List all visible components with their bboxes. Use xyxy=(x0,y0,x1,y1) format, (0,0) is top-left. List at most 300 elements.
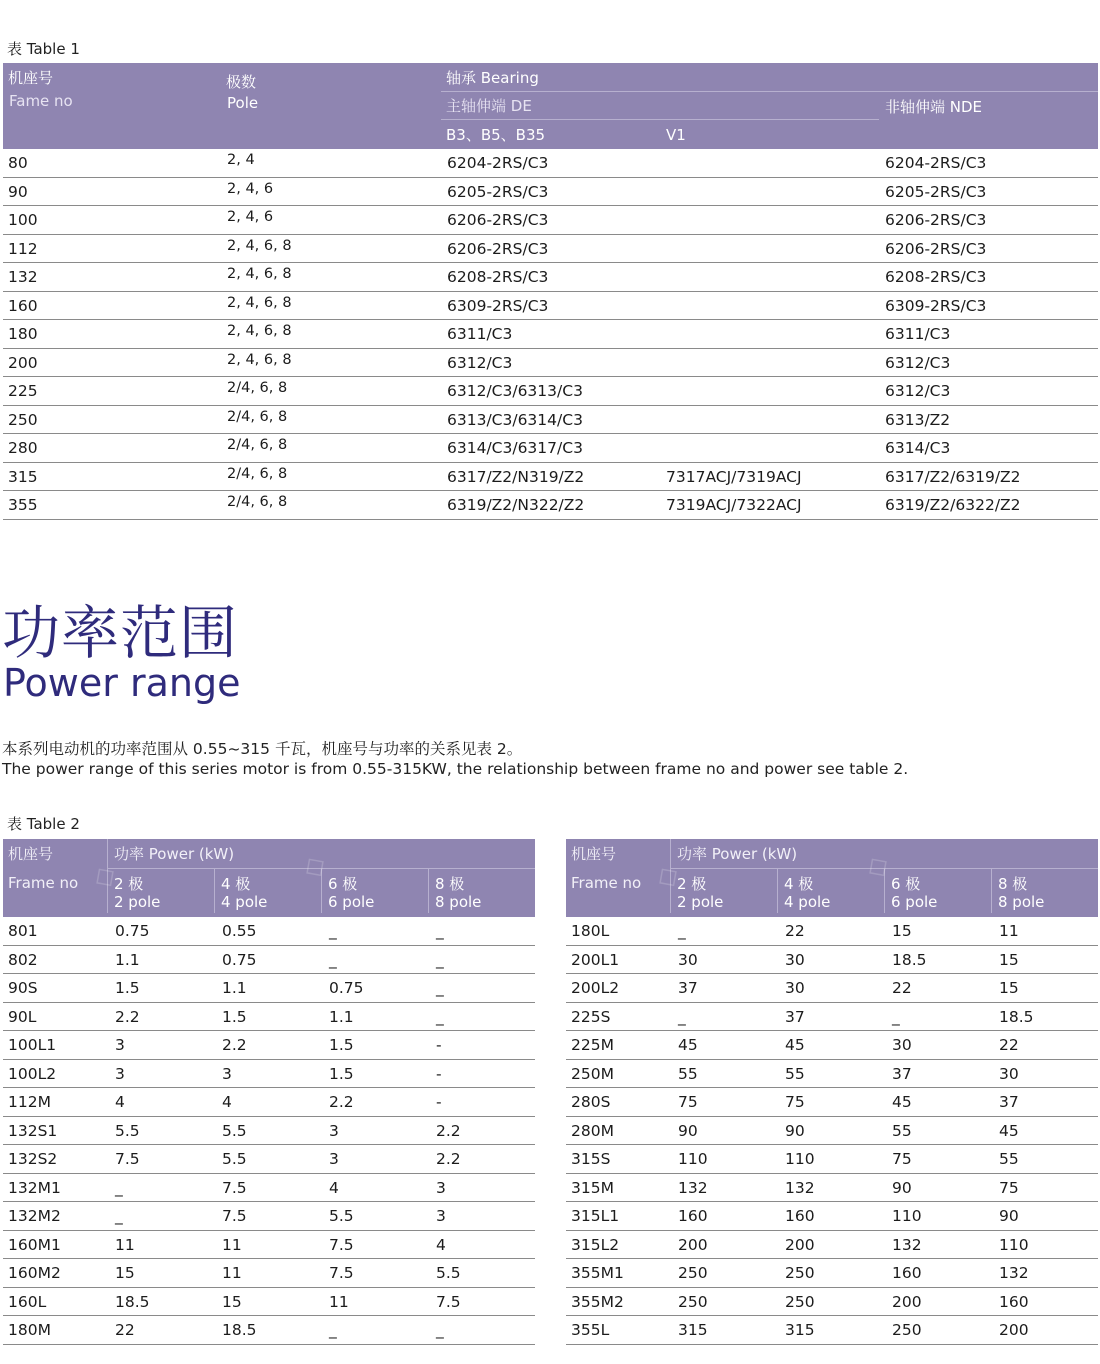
pole8-power-cell: _ xyxy=(436,1007,444,1026)
pole8-power-cell: - xyxy=(436,1093,442,1111)
pole4-power-cell: 5.5 xyxy=(222,1150,247,1168)
pole2-power-cell: 4 xyxy=(115,1093,125,1111)
frame-header-cn: 机座号 xyxy=(8,845,54,863)
pole8-power-cell: 132 xyxy=(999,1264,1029,1282)
pole8-power-cell: - xyxy=(436,1064,442,1083)
bearing-b3-cell: 6314/C3/6317/C3 xyxy=(447,439,583,457)
pole2-power-cell: _ xyxy=(115,1207,123,1225)
frame-cell: 180L xyxy=(571,922,610,940)
frame-cell: 225M xyxy=(571,1036,614,1054)
frame-cell: 160M1 xyxy=(8,1235,61,1254)
pole-header-en: Pole xyxy=(227,94,259,112)
table-row xyxy=(3,946,535,975)
bearing-nde-cell: 6311/C3 xyxy=(885,325,951,343)
pole6-header-cn: 6 极 xyxy=(891,875,921,893)
pole4-power-cell: 11 xyxy=(222,1235,242,1254)
pole4-power-cell: 75 xyxy=(785,1093,805,1111)
table-row xyxy=(3,263,1098,292)
frame-cell: 160 xyxy=(8,296,38,315)
pole6-power-cell: 200 xyxy=(892,1292,922,1311)
pole4-power-cell: 4 xyxy=(222,1093,232,1111)
frame-cell: 200L1 xyxy=(571,950,620,969)
pole4-power-cell: 5.5 xyxy=(222,1121,247,1140)
table2-header xyxy=(566,839,1098,917)
power-header: 功率 Power (kW) xyxy=(114,845,235,863)
pole-cell: 2/4, 6, 8 xyxy=(227,437,288,453)
frame-header-cn: 机座号 xyxy=(571,845,617,863)
pole6-power-cell: 1.5 xyxy=(329,1064,354,1083)
frame-cell: 160L xyxy=(8,1292,47,1311)
pole4-power-cell: 30 xyxy=(785,950,805,969)
watermark-logo: ◇ xyxy=(648,855,686,896)
pole6-power-cell: 1.5 xyxy=(329,1036,354,1054)
pole-header-cn: 极数 xyxy=(226,73,257,91)
pole8-power-cell: 200 xyxy=(999,1321,1029,1339)
pole6-power-cell: _ xyxy=(329,950,337,969)
pole2-power-cell: 30 xyxy=(678,950,698,969)
pole8-header-cn: 8 极 xyxy=(998,875,1028,893)
pole2-power-cell: 75 xyxy=(678,1093,698,1111)
pole4-power-cell: 11 xyxy=(222,1264,242,1282)
table-row xyxy=(3,1202,535,1231)
pole6-power-cell: 250 xyxy=(892,1321,922,1339)
pole4-power-cell: 7.5 xyxy=(222,1178,247,1197)
pole4-power-cell: 0.55 xyxy=(222,922,257,940)
frame-cell: 112M xyxy=(8,1093,51,1111)
pole4-power-cell: 110 xyxy=(785,1150,815,1168)
table-row xyxy=(3,1031,535,1060)
pole8-power-cell: 7.5 xyxy=(436,1292,461,1311)
frame-cell: 132M1 xyxy=(8,1178,61,1197)
frame-cell: 160M2 xyxy=(8,1264,61,1282)
pole6-power-cell: _ xyxy=(329,922,337,940)
pole6-power-cell: 1.1 xyxy=(329,1007,354,1026)
bearing-b3-cell: 6309-2RS/C3 xyxy=(447,296,549,315)
table2-left xyxy=(3,839,535,1345)
section-title-cn: 功率范围 xyxy=(2,599,239,667)
frame-cell: 200L2 xyxy=(571,979,620,997)
table-row xyxy=(3,349,1098,378)
bearing-b3-cell: 6206-2RS/C3 xyxy=(447,211,549,229)
pole6-power-cell: 3 xyxy=(329,1121,339,1140)
frame-cell: 280S xyxy=(571,1093,611,1111)
header-column-divider xyxy=(991,869,992,913)
pole4-power-cell: 18.5 xyxy=(222,1321,257,1339)
frame-cell: 100L2 xyxy=(8,1064,57,1083)
frame-cell: 280 xyxy=(8,439,38,457)
pole8-power-cell: 5.5 xyxy=(436,1264,461,1282)
pole8-header-en: 8 pole xyxy=(998,893,1045,911)
intro-text-cn: 本系列电动机的功率范围从 0.55~315 千瓦，机座号与功率的关系见表 2。 xyxy=(2,740,523,758)
pole-cell: 2/4, 6, 8 xyxy=(227,465,288,482)
pole8-power-cell: 11 xyxy=(999,922,1019,940)
table-row xyxy=(3,377,1098,406)
power-header: 功率 Power (kW) xyxy=(677,845,798,863)
pole6-power-cell: 37 xyxy=(892,1064,912,1083)
pole2-power-cell: 18.5 xyxy=(115,1292,150,1311)
pole2-power-cell: 250 xyxy=(678,1292,708,1311)
frame-cell: 132S1 xyxy=(8,1121,58,1140)
bearing-nde-cell: 6208-2RS/C3 xyxy=(885,268,987,286)
frame-cell: 280M xyxy=(571,1121,614,1140)
pole8-power-cell: 22 xyxy=(999,1036,1019,1054)
pole6-power-cell: 90 xyxy=(892,1178,912,1197)
pole6-power-cell: 132 xyxy=(892,1235,922,1254)
pole-cell: 2, 4, 6, 8 xyxy=(227,323,292,339)
pole4-power-cell: 200 xyxy=(785,1235,815,1254)
pole8-power-cell: 3 xyxy=(436,1178,446,1197)
table-row xyxy=(566,1003,1098,1032)
bearing-header: 轴承 Bearing xyxy=(446,69,539,87)
pole8-power-cell: 55 xyxy=(999,1150,1019,1168)
pole-cell: 2, 4, 6, 8 xyxy=(227,237,292,254)
frame-cell: 250 xyxy=(8,410,38,429)
bearing-nde-cell: 6205-2RS/C3 xyxy=(885,182,987,201)
pole8-power-cell: 15 xyxy=(999,950,1019,969)
header-column-divider xyxy=(428,869,429,913)
frame-cell: 90 xyxy=(8,182,28,201)
pole4-power-cell: 7.5 xyxy=(222,1207,247,1225)
frame-cell: 801 xyxy=(8,922,38,940)
pole6-power-cell: 0.75 xyxy=(329,979,364,997)
table-row xyxy=(3,463,1098,492)
table-row xyxy=(566,1316,1098,1345)
table-row xyxy=(566,1259,1098,1288)
frame-cell: 100L1 xyxy=(8,1036,57,1054)
pole8-power-cell: 15 xyxy=(999,979,1019,997)
pole2-power-cell: 160 xyxy=(678,1207,708,1225)
pole6-power-cell: _ xyxy=(329,1321,337,1339)
pole6-power-cell: 15 xyxy=(892,922,912,940)
pole4-power-cell: 55 xyxy=(785,1064,805,1083)
frame-header-en: Frame no xyxy=(8,874,79,892)
frame-cell: 132S2 xyxy=(8,1150,58,1168)
pole6-power-cell: 3 xyxy=(329,1150,339,1168)
bearing-b3-cell: 6319/Z2/N322/Z2 xyxy=(447,496,585,514)
table-row xyxy=(3,320,1098,349)
section-title-en: Power range xyxy=(3,661,241,705)
pole4-header-cn: 4 极 xyxy=(784,875,814,893)
table1-header xyxy=(3,63,1098,149)
de-header: 主轴伸端 DE xyxy=(446,97,532,115)
pole-cell: 2, 4, 6, 8 xyxy=(227,294,292,311)
pole6-header-cn: 6 极 xyxy=(328,875,358,893)
table-row xyxy=(3,974,535,1003)
table-row xyxy=(3,1088,535,1117)
frame-cell: 225 xyxy=(8,382,38,400)
pole6-power-cell: _ xyxy=(892,1007,900,1026)
pole6-header-en: 6 pole xyxy=(328,893,375,911)
table-row xyxy=(3,1316,535,1345)
pole4-power-cell: 315 xyxy=(785,1321,815,1339)
frame-cell: 225S xyxy=(571,1007,611,1026)
table-row xyxy=(3,917,535,946)
frame-cell: 132M2 xyxy=(8,1207,61,1225)
watermark-logo: ◇ xyxy=(85,855,123,896)
pole4-power-cell: 0.75 xyxy=(222,950,257,969)
pole2-power-cell: 315 xyxy=(678,1321,708,1339)
pole8-power-cell: 18.5 xyxy=(999,1007,1034,1026)
pole8-power-cell: _ xyxy=(436,950,444,969)
pole6-power-cell: 55 xyxy=(892,1121,912,1140)
pole4-power-cell: 2.2 xyxy=(222,1036,247,1054)
table-row xyxy=(3,1117,535,1146)
table-row xyxy=(566,1117,1098,1146)
table-row xyxy=(3,235,1098,264)
header-divider-de xyxy=(441,119,879,120)
pole6-power-cell: 45 xyxy=(892,1093,912,1111)
header-column-divider xyxy=(670,839,671,913)
table-row xyxy=(566,1288,1098,1317)
frame-cell: 132 xyxy=(8,268,38,286)
pole8-power-cell: _ xyxy=(436,922,444,940)
frame-header-cn: 机座号 xyxy=(8,69,54,87)
bearing-nde-cell: 6319/Z2/6322/Z2 xyxy=(885,496,1021,514)
header-divider xyxy=(441,91,1098,92)
pole-cell: 2/4, 6, 8 xyxy=(227,380,288,396)
frame-cell: 355M1 xyxy=(571,1264,624,1282)
table-row xyxy=(566,1031,1098,1060)
table-row xyxy=(566,974,1098,1003)
pole6-power-cell: 30 xyxy=(892,1036,912,1054)
bearing-nde-cell: 6313/Z2 xyxy=(885,410,951,429)
pole6-power-cell: 7.5 xyxy=(329,1264,354,1282)
header-column-divider xyxy=(107,839,108,913)
table-row xyxy=(566,946,1098,975)
frame-header-en: Frame no xyxy=(571,874,642,892)
bearing-b3-cell: 6312/C3/6313/C3 xyxy=(447,382,583,400)
table-row xyxy=(3,406,1098,435)
table1-body xyxy=(3,149,1098,520)
table-row xyxy=(3,1259,535,1288)
bearing-b3-cell: 6204-2RS/C3 xyxy=(447,154,549,172)
table-row xyxy=(3,1174,535,1203)
table1-caption: 表 Table 1 xyxy=(7,40,80,58)
pole2-power-cell: 7.5 xyxy=(115,1150,140,1168)
pole2-power-cell: 55 xyxy=(678,1064,698,1083)
header-column-divider xyxy=(214,869,215,913)
frame-header-en: Fame no xyxy=(9,92,73,110)
pole4-power-cell: 22 xyxy=(785,922,805,940)
nde-header: 非轴伸端 NDE xyxy=(885,98,983,116)
pole8-power-cell: 45 xyxy=(999,1121,1019,1140)
pole-cell: 2, 4, 6 xyxy=(227,209,274,225)
pole8-power-cell: 2.2 xyxy=(436,1150,461,1168)
pole8-power-cell: 160 xyxy=(999,1292,1029,1311)
pole2-power-cell: 37 xyxy=(678,979,698,997)
bearing-b3-cell: 6205-2RS/C3 xyxy=(447,182,549,201)
frame-cell: 250M xyxy=(571,1064,614,1083)
pole8-power-cell: 4 xyxy=(436,1235,446,1254)
pole6-power-cell: 11 xyxy=(329,1292,349,1311)
pole2-power-cell: 5.5 xyxy=(115,1121,140,1140)
watermark-logo: ◇ xyxy=(858,845,896,886)
pole8-header-en: 8 pole xyxy=(435,893,482,911)
pole4-power-cell: 37 xyxy=(785,1007,805,1026)
bearing-b3-cell: 6317/Z2/N319/Z2 xyxy=(447,467,585,486)
pole2-power-cell: 132 xyxy=(678,1178,708,1197)
table2-caption: 表 Table 2 xyxy=(7,815,80,833)
pole-cell: 2, 4, 6 xyxy=(227,180,274,197)
pole6-power-cell: 7.5 xyxy=(329,1235,354,1254)
pole4-power-cell: 250 xyxy=(785,1292,815,1311)
pole4-power-cell: 3 xyxy=(222,1064,232,1083)
table-row xyxy=(3,1288,535,1317)
bearing-b3-cell: 6312/C3 xyxy=(447,353,513,372)
pole8-power-cell: 2.2 xyxy=(436,1121,461,1140)
bearing-b3-cell: 6208-2RS/C3 xyxy=(447,268,549,286)
pole2-power-cell: 2.2 xyxy=(115,1007,140,1026)
pole4-power-cell: 15 xyxy=(222,1292,242,1311)
table-row xyxy=(3,434,1098,463)
table-row xyxy=(566,1145,1098,1174)
table-row xyxy=(3,1003,535,1032)
pole2-power-cell: _ xyxy=(678,922,686,940)
table2-header xyxy=(3,839,535,917)
frame-cell: 315L2 xyxy=(571,1235,620,1254)
frame-cell: 100 xyxy=(8,211,38,229)
pole8-power-cell: _ xyxy=(436,979,444,997)
pole6-power-cell: 22 xyxy=(892,979,912,997)
frame-cell: 90L xyxy=(8,1007,37,1026)
pole8-power-cell: 3 xyxy=(436,1207,446,1225)
bearing-nde-cell: 6314/C3 xyxy=(885,439,951,457)
pole-cell: 2, 4, 6, 8 xyxy=(227,351,292,368)
pole6-power-cell: 160 xyxy=(892,1264,922,1282)
pole-cell: 2, 4 xyxy=(227,152,255,168)
pole2-power-cell: 0.75 xyxy=(115,922,150,940)
pole4-header-en: 4 pole xyxy=(784,893,831,911)
pole6-power-cell: 18.5 xyxy=(892,950,927,969)
pole2-power-cell: 250 xyxy=(678,1264,708,1282)
pole4-power-cell: 132 xyxy=(785,1178,815,1197)
pole6-power-cell: 5.5 xyxy=(329,1207,354,1225)
frame-cell: 180M xyxy=(8,1321,51,1339)
table-row xyxy=(3,1060,535,1089)
pole4-power-cell: 90 xyxy=(785,1121,805,1140)
pole4-power-cell: 30 xyxy=(785,979,805,997)
pole8-power-cell: 90 xyxy=(999,1207,1019,1225)
table-row xyxy=(566,1231,1098,1260)
bearing-b3-cell: 6311/C3 xyxy=(447,325,513,343)
pole2-power-cell: 45 xyxy=(678,1036,698,1054)
pole4-power-cell: 45 xyxy=(785,1036,805,1054)
bearing-nde-cell: 6204-2RS/C3 xyxy=(885,154,987,172)
table-row xyxy=(566,1088,1098,1117)
pole2-power-cell: 3 xyxy=(115,1036,125,1054)
frame-cell: 355L xyxy=(571,1321,610,1339)
pole4-header-cn: 4 极 xyxy=(221,875,251,893)
header-column-divider xyxy=(321,869,322,913)
pole8-power-cell: 110 xyxy=(999,1235,1029,1254)
pole8-power-cell: 30 xyxy=(999,1064,1019,1083)
bearing-v1-cell: 7319ACJ/7322ACJ xyxy=(666,496,802,514)
bearing-b3-cell: 6206-2RS/C3 xyxy=(447,239,549,258)
pole2-header-cn: 2 极 xyxy=(677,875,707,893)
bearing-b3-cell: 6313/C3/6314/C3 xyxy=(447,410,583,429)
frame-cell: 802 xyxy=(8,950,38,969)
table-row xyxy=(566,1202,1098,1231)
frame-cell: 90S xyxy=(8,979,38,997)
pole4-power-cell: 1.1 xyxy=(222,979,247,997)
pole2-power-cell: _ xyxy=(678,1007,686,1026)
watermark-logo: ◇ xyxy=(295,845,333,886)
pole8-power-cell: - xyxy=(436,1036,442,1054)
table-row xyxy=(3,1231,535,1260)
pole8-power-cell: 75 xyxy=(999,1178,1019,1197)
pole2-power-cell: _ xyxy=(115,1178,123,1197)
table-row xyxy=(566,1174,1098,1203)
bearing-nde-cell: 6312/C3 xyxy=(885,353,951,372)
pole2-power-cell: 15 xyxy=(115,1264,135,1282)
v1-header: V1 xyxy=(666,126,686,144)
bearing-v1-cell: 7317ACJ/7319ACJ xyxy=(666,467,802,486)
bearing-nde-cell: 6312/C3 xyxy=(885,382,951,400)
pole4-header-en: 4 pole xyxy=(221,893,268,911)
frame-cell: 355M2 xyxy=(571,1292,624,1311)
frame-cell: 315 xyxy=(8,467,38,486)
table-row xyxy=(566,1060,1098,1089)
frame-cell: 355 xyxy=(8,496,38,514)
pole2-power-cell: 110 xyxy=(678,1150,708,1168)
pole6-header-en: 6 pole xyxy=(891,893,938,911)
pole2-header-cn: 2 极 xyxy=(114,875,144,893)
pole2-header-en: 2 pole xyxy=(677,893,724,911)
frame-cell: 112 xyxy=(8,239,38,258)
pole4-power-cell: 250 xyxy=(785,1264,815,1282)
bearing-nde-cell: 6317/Z2/6319/Z2 xyxy=(885,467,1021,486)
pole6-power-cell: 2.2 xyxy=(329,1093,354,1111)
table-row xyxy=(3,149,1098,178)
table-row xyxy=(3,491,1098,520)
pole2-power-cell: 1.5 xyxy=(115,979,140,997)
pole2-header-en: 2 pole xyxy=(114,893,161,911)
pole4-power-cell: 160 xyxy=(785,1207,815,1225)
pole6-power-cell: 75 xyxy=(892,1150,912,1168)
table-row xyxy=(3,206,1098,235)
frame-cell: 315S xyxy=(571,1150,611,1168)
pole2-power-cell: 11 xyxy=(115,1235,135,1254)
table-row xyxy=(3,178,1098,207)
pole2-power-cell: 90 xyxy=(678,1121,698,1140)
frame-cell: 315M xyxy=(571,1178,614,1197)
frame-cell: 200 xyxy=(8,353,38,372)
pole4-power-cell: 1.5 xyxy=(222,1007,247,1026)
bearing-nde-cell: 6206-2RS/C3 xyxy=(885,211,987,229)
pole-cell: 2, 4, 6, 8 xyxy=(227,266,292,282)
pole2-power-cell: 200 xyxy=(678,1235,708,1254)
pole-cell: 2/4, 6, 8 xyxy=(227,408,288,425)
pole8-power-cell: _ xyxy=(436,1321,444,1339)
frame-cell: 80 xyxy=(8,154,28,172)
pole8-header-cn: 8 极 xyxy=(435,875,465,893)
table2-right xyxy=(566,839,1098,1345)
frame-cell: 315L1 xyxy=(571,1207,620,1225)
pole2-power-cell: 22 xyxy=(115,1321,135,1339)
pole2-power-cell: 3 xyxy=(115,1064,125,1083)
table-row xyxy=(3,292,1098,321)
pole8-power-cell: 37 xyxy=(999,1093,1019,1111)
b3-header: B3、B5、B35 xyxy=(446,126,546,144)
pole6-power-cell: 4 xyxy=(329,1178,339,1197)
pole6-power-cell: 110 xyxy=(892,1207,922,1225)
intro-text-en: The power range of this series motor is from 0.55-315KW, the relationship between frame no and power see table 2. xyxy=(2,760,909,778)
header-column-divider xyxy=(884,869,885,913)
frame-cell: 180 xyxy=(8,325,38,343)
header-column-divider xyxy=(777,869,778,913)
table-row xyxy=(566,917,1098,946)
pole-cell: 2/4, 6, 8 xyxy=(227,494,288,510)
